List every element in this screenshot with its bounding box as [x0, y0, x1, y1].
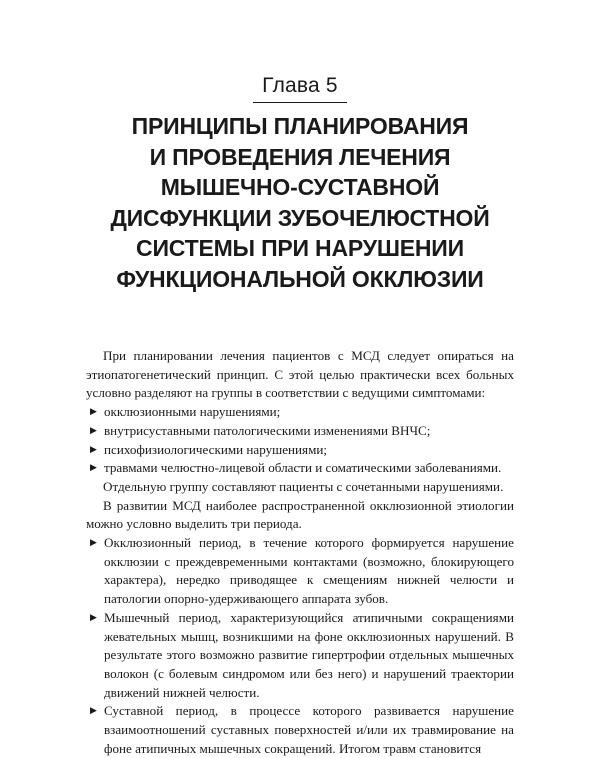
triangle-bullet-icon	[90, 609, 97, 628]
intro-paragraph: При планировании лечения пациентов с МСД следует опираться на этиопатогенетический принцип. С этой целью практически всех больных условно разделяют на группы в соответствии с ведущими симптомами:	[86, 348, 514, 401]
list-item	[86, 403, 514, 422]
triangle-bullet-icon	[90, 702, 97, 721]
triangle-bullet-icon	[90, 441, 97, 460]
etiology-paragraph: В развитии МСД наиболее распространенной окклюзионной этиологии можно условно выделить три периода.	[86, 497, 514, 532]
list-item-text: Окклюзионный период, в течение которого формируется нарушение окклюзии с преждевременными контактами (возможно, блокирующего характера), нередко приводящее к смещениям нижней челюсти и патологии опорно-удерживающего аппарата зубов.	[104, 535, 514, 607]
list-item-text: окклюзионными нарушениями;	[104, 404, 281, 420]
list-item-text: психофизиологическими нарушениями;	[104, 441, 327, 457]
triangle-bullet-icon	[90, 534, 97, 553]
chapter-title-line: ДИСФУНКЦИИ ЗУБОЧЕЛЮСТНОЙ	[110, 204, 490, 231]
body-text	[86, 347, 514, 758]
list-item-text: травмами челюстно-лицевой области и соматическими заболеваниями.	[104, 460, 502, 476]
chapter-title	[0, 111, 600, 294]
chapter-title-line: ПРИНЦИПЫ ПЛАНИРОВАНИЯ	[131, 113, 469, 139]
list-item-text: внутрисуставными патологическими изменениями ВНЧС;	[104, 422, 431, 438]
list-item	[86, 534, 514, 609]
triangle-bullet-icon	[90, 459, 97, 478]
list-item-text: Суставной период, в процессе которого развивается нарушение взаимоотношений суставных поверхностей и/или их травмирование на фоне атипичных мышечных сокращений. Итогом травм становится	[104, 703, 514, 756]
list-item-text: Мышечный период, характеризующийся атипичными сокращениями жевательных мышц, возникшими на фоне окклюзионных нарушений. В результате этого возможно развитие гипертрофии отдельных мышечных волокон (с болевым синдромом или без него) и нарушений траектории движений нижней челюсти.	[104, 609, 514, 700]
list-item	[86, 459, 514, 478]
chapter-title-line: МЫШЕЧНО-СУСТАВНОЙ	[160, 174, 440, 200]
chapter-label: Глава 5	[262, 74, 338, 97]
chapter-title-line: ФУНКЦИОНАЛЬНОЙ ОККЛЮЗИИ	[116, 265, 484, 292]
chapter-title-line: СИСТЕМЫ ПРИ НАРУШЕНИИ	[136, 235, 464, 261]
chapter-underline	[253, 102, 347, 103]
triangle-bullet-icon	[90, 403, 97, 422]
list-item	[86, 609, 514, 703]
list-item	[86, 441, 514, 460]
triangle-bullet-icon	[90, 422, 97, 441]
chapter-title-line: И ПРОВЕДЕНИЯ ЛЕЧЕНИЯ	[149, 143, 451, 170]
list-item	[86, 422, 514, 441]
combined-paragraph: Отдельную группу составляют пациенты с сочетанными нарушениями.	[103, 478, 504, 494]
